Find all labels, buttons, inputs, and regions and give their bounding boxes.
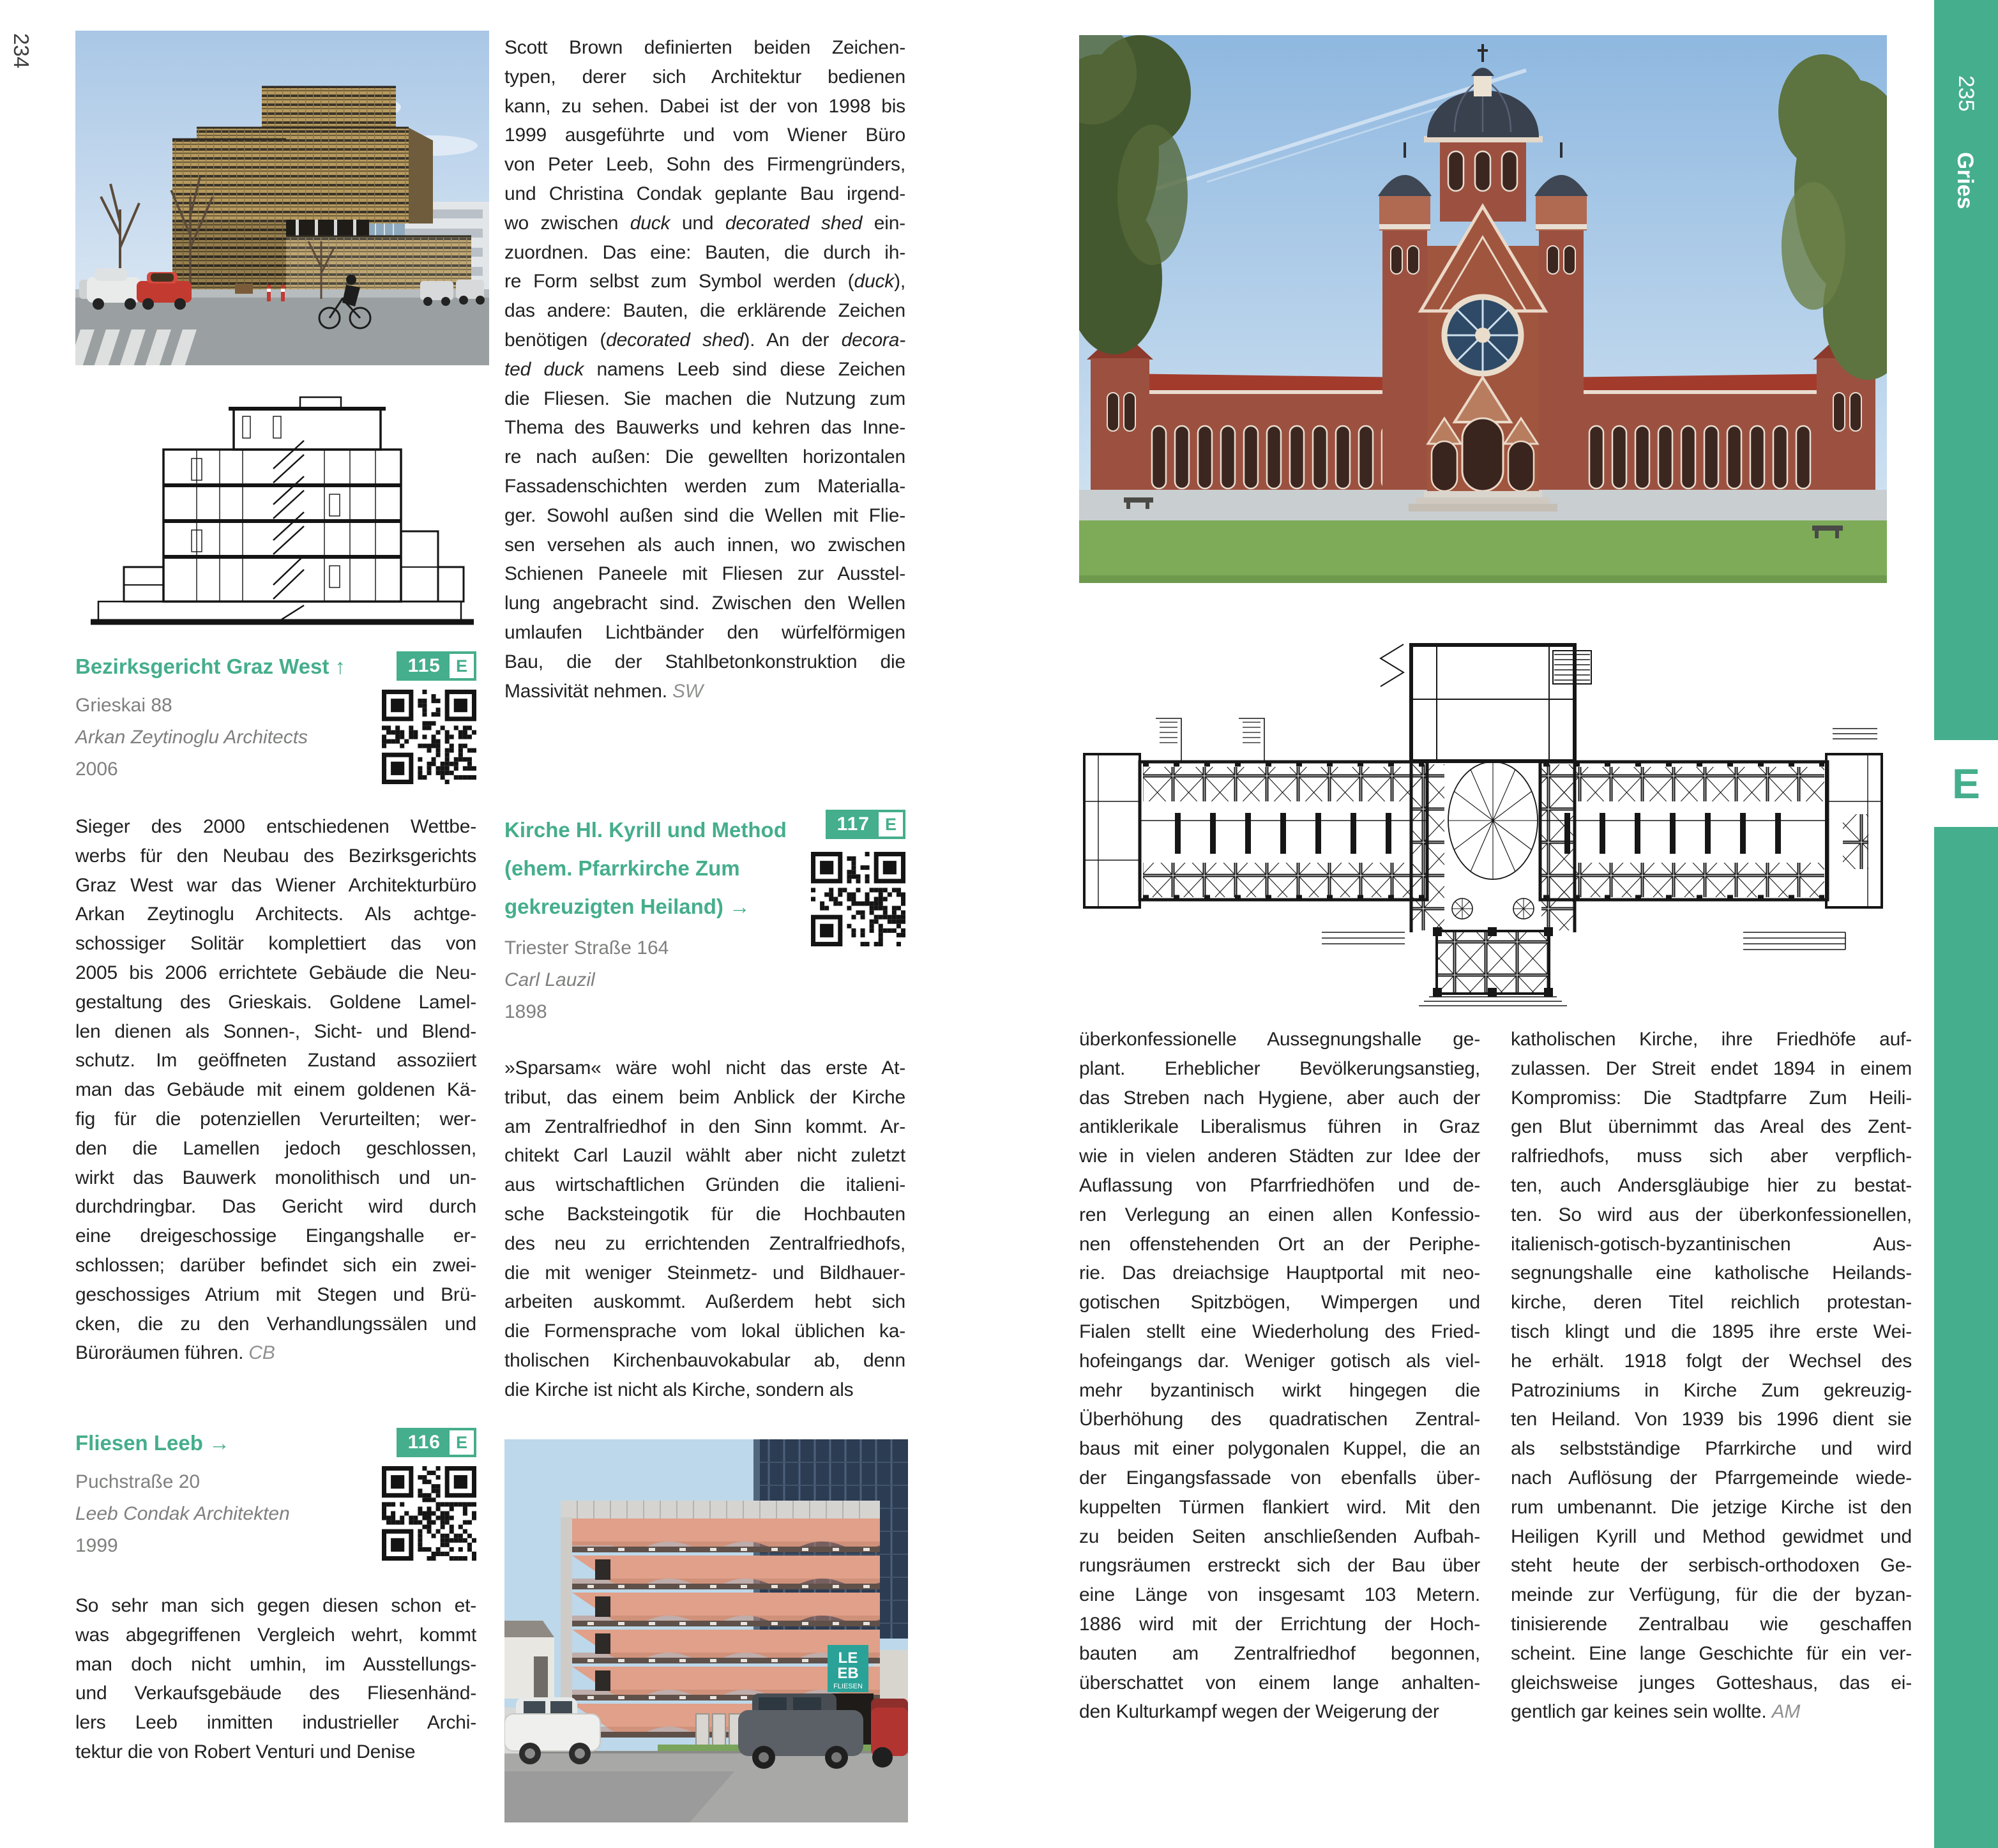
entry-116-architect: Leeb Condak Architekten (75, 1503, 290, 1524)
fliesen-leeb-illustration (504, 1439, 908, 1822)
entry-117-badge (826, 810, 905, 839)
entry-116-zone: E (450, 1430, 474, 1455)
bezirksgericht-illustration (75, 31, 489, 365)
entry-115-address: Grieskai 88 (75, 695, 172, 716)
leeb-sign-line1: LE (838, 1649, 858, 1667)
photo-fliesen-leeb (504, 1439, 908, 1822)
entry-116-year: 1999 (75, 1535, 118, 1556)
entry-116 (75, 1429, 476, 1570)
page-number-right: 235 (1954, 75, 1978, 112)
leeb-sign-line3: FLIESEN (833, 1683, 863, 1690)
entry-117-number: 117 (836, 814, 870, 835)
page-number-left: 234 (10, 33, 33, 69)
paragraph-continuation: Scott Brown definierten beiden Zeichen- typen, derer sich Architektur bedienen kann, zu sehen. Dabei ist der von 1998 bis 1999 ausgeführte und vom Wiener Büro von Peter Leeb, Sohn des Firmengründers, und Christina Condak geplante Bau irgend- wo zwischen duck und decorated shed ein- zuordnen. Das eine: Bauten, die durch ih- re Form selbst zum Symbol werden (duck), das andere: Bauten, die erklärende Zeichen benötigen (decorated shed). An der decora- ted duck namens Leeb sind diese Zeichen die Fliesen. Sie machen die Nutzung zum Thema des Bauwerks und kehren das Inne- re nach außen: Die gewellten horizontalen Fassadenschichten werden zum Materialla- ger. Sowohl außen sind die Wellen mit Flie- sen versehen als auch innen, wo zwischen Schienen Paneele mit Fliesen zur Ausstel- lung angebracht sind. Zwischen den Wellen umlaufen Lichtbänder den würfelförmigen Bau, die der Stahlbetonkonstruktion die Massivität nehmen. SW (504, 37, 905, 702)
paragraph-115: Sieger des 2000 entschiedenen Wettbe- werbs für den Neubau des Bezirksgerichts Graz West war das Wiener Architekturbüro Arkan Zeytinoglu Architects. Als achtge- schossiger Solitär komplettiert das von 2005 bis 2006 errichtete Gebäude die Neu- gestaltung des Grieskais. Goldene Lamel- len dienen als Sonnen-, Sicht- und Blend- schutz. Im geöffneten Zustand assoziiert man das Gebäude mit einem goldenen Kä- fig für die potenziellen Verurteilten; wer- den die Lamellen jedoch geschlossen, wirkt das Bauwerk monolithisch und un- durchdringbar. Das Gericht wird durch eine dreigeschossige Eingangshalle er- schlossen; darüber befindet sich ein zwei- geschossiges Atrium mit Stegen und Brü- cken, die zu den Verhandlungssälen und Büroräumen führen. CB (75, 816, 476, 1364)
church-illustration (1079, 35, 1887, 583)
paragraph-116: So sehr man sich gegen diesen schon et- was abgegriffenen Vergleich wehrt, kommt man doch nicht umhin, im Ausstellungs- und Verkaufsgebäude des Fliesenhänd- lers Leeb inmitten industrieller Archi- tektur die von Robert Venturi und Denise (75, 1595, 476, 1762)
qr-code-115 (382, 690, 476, 784)
entry-116-badge (397, 1428, 476, 1457)
entry-117-address: Triester Straße 164 (504, 937, 669, 958)
entry-117-zone: E (879, 812, 903, 837)
floor-plan-illustration (1079, 610, 1887, 1011)
paragraph-right-col2: katholischen Kirche, ihre Friedhöfe auf- zulassen. Der Streit endet 1894 in einem Kompromiss: Die Stadtpfarre Zum Heili- gen Blut übernimmt das Areal des Zent- ralfriedhofs, muss sich aber verpflich- ten, auch Andersgläubige hier zu bestat- ten. So wird aus der überkonfessionellen, italienisch-gotisch-byzantinischen Aus- segnungshalle eine katholische Heilands- kirche, deren Titel reichlich protestan- tisch klingt und die 1895 ihre erste Wei- he erhält. 1918 folgt der Wechsel des Patroziniums in Kirche Zum gekreuzig- ten Heiland. Von 1939 bis 1996 dient sie als selbstständige Pfarrkirche und wird nach Auflösung der Pfarrgemeinde wiede- rum umbenannt. Die jetzige Kirche ist den Heiligen Kyrill und Method gewidmet und steht heute der serbisch-orthodoxen Ge- meinde zur Verfügung, für die der byzan- tinisierende Zentralbau wie geschaffen scheint. Eine lange Geschichte für ein ver- gleichsweise junges Gotteshaus, das ei- gentlich gar keines sein wollte. AM (1511, 1029, 1912, 1723)
entry-115-architect: Arkan Zeytinoglu Architects (75, 727, 308, 748)
entry-115-number: 115 (407, 655, 441, 676)
section-drawing (82, 378, 483, 644)
entry-117-title: Kirche Hl. Kyrill und Method (ehem. Pfarrkirche Zum gekreuzigten Heiland) → (504, 818, 787, 918)
photo-bezirksgericht (75, 31, 489, 365)
paragraph-right-col1: überkonfessionelle Aussegnungshalle ge- plant. Erheblicher Bevölkerungsanstieg, das Streben nach Hygiene, aber auch der antiklerikale Liberalismus führen in Graz wie in vielen anderen Städten zur Idee der Auflassung von Pfarrfriedhöfen und de- ren Verlegung an einen allen Konfessio- nen offenstehenden Ort an der Periphe- rie. Das dreiachsige Hauptportal mit neo- gotischen Spitzbögen, Wimpergen und Fialen stellt eine Wiederholung des Fried- hofeingangs dar. Weniger gotisch als viel- mehr byzantinisch wirkt hingegen die Überhöhung des quadratischen Zentral- baus mit einer polygonalen Kuppel, die an der Eingangsfassade von ebenfalls über- kuppelten Türmen flankiert wird. Mit den zu beiden Seiten anschließenden Aufbah- rungsräumen erstreckt sich der Bau über eine Länge von insgesamt 103 Metern. 1886 wird mit der Errichtung der Hoch- bauten am Zentralfriedhof begonnen, überschattet von einem lange anhalten- den Kulturkampf wegen der Weigerung der (1079, 1029, 1480, 1723)
qr-code-117 (811, 852, 905, 946)
entry-116-address: Puchstraße 20 (75, 1471, 201, 1492)
entry-115-title: Bezirksgericht Graz West ↑ (75, 655, 346, 678)
entry-115 (75, 653, 476, 806)
leeb-sign-line2: EB (837, 1665, 859, 1682)
floor-plan-drawing (1079, 610, 1887, 1011)
qr-code-116 (382, 1466, 476, 1561)
district-sidebar (1934, 0, 1998, 1848)
entry-116-title: Fliesen Leeb → (75, 1431, 231, 1455)
zone-letter: E (1951, 760, 1981, 807)
entry-115-year: 2006 (75, 759, 118, 780)
district-label: Gries (1953, 152, 1978, 209)
entry-115-badge (397, 651, 476, 681)
entry-117 (504, 811, 905, 1047)
entry-116-number: 116 (407, 1432, 441, 1453)
entry-117-meta (504, 932, 905, 1028)
entry-115-zone: E (450, 654, 474, 678)
paragraph-117: »Sparsam« wäre wohl nicht das erste At- tribut, das einem beim Anblick der Kirche am Zentralfriedhof in den Sinn kommt. Ar- chitekt Carl Lauzil wählt aber nicht zuletzt aus wirtschaftlichen Gründen die italieni- sche Backsteingotik für die Hochbauten des neu zu errichtenden Zentralfriedhofs, die mit weniger Steinmetz- und Bildhauer- arbeiten auskommt. Außerdem hebt sich die Formensprache vom lokal üblichen ka- tholischen Kirchenbauvokabular ab, denn die Kirche ist nicht als Kirche, sondern als (504, 1057, 905, 1400)
section-drawing-illustration (82, 378, 483, 644)
photo-kirche-kyrill-method (1079, 35, 1887, 583)
entry-117-architect: Carl Lauzil (504, 969, 595, 990)
entry-117-year: 1898 (504, 1001, 547, 1022)
zone-tab (1934, 740, 1998, 827)
